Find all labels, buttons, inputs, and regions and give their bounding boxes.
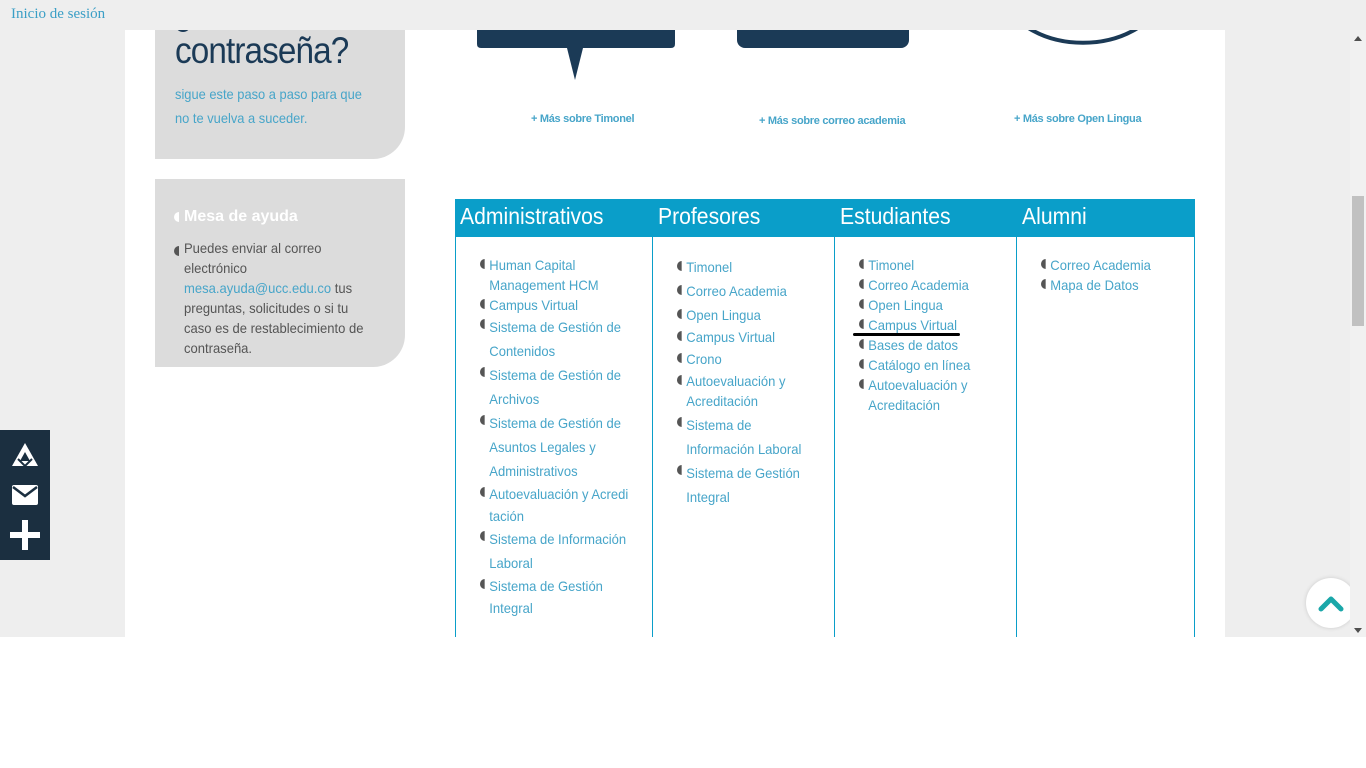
list-item[interactable]: Timonel xyxy=(859,255,999,275)
list-item[interactable]: Bases de datos xyxy=(859,335,999,355)
bullet-icon xyxy=(1041,259,1046,269)
vertical-scrollbar[interactable] xyxy=(1350,30,1366,637)
list-item[interactable]: Autoevaluación y Acredi tación xyxy=(480,483,638,527)
help-desk-title-text: Mesa de ayuda xyxy=(184,208,298,225)
scroll-to-top-button[interactable] xyxy=(1306,578,1350,628)
list-item[interactable]: Human Capital Management HCM xyxy=(480,255,638,295)
bullet-icon xyxy=(677,375,682,385)
help-desk-title xyxy=(174,208,298,226)
directory-header-row xyxy=(455,199,1195,237)
bullet-icon xyxy=(174,242,179,260)
help-desk-text xyxy=(184,238,375,358)
scroll-down-arrow-icon[interactable] xyxy=(1354,628,1362,633)
column-border xyxy=(834,199,835,637)
list-item[interactable]: Open Lingua xyxy=(859,295,999,315)
list-item[interactable]: Sistema de Información Laboral xyxy=(677,413,817,461)
column-border xyxy=(652,199,653,637)
header-profesores: Profesores xyxy=(658,203,761,229)
scroll-up-arrow-icon[interactable] xyxy=(1354,36,1362,41)
help-email-link[interactable]: mesa.ayuda@ucc.edu.co xyxy=(184,280,332,296)
list-item[interactable]: Sistema de Gestión Integral xyxy=(677,461,817,509)
bullet-icon xyxy=(677,331,682,341)
bullet-icon xyxy=(174,212,179,222)
more-openlingua-link[interactable]: + Más sobre Open Lingua xyxy=(1014,113,1142,125)
bullet-icon xyxy=(480,579,485,589)
bullet-icon xyxy=(859,379,864,389)
bullet-icon xyxy=(677,353,682,363)
bullet-icon xyxy=(859,339,864,349)
column-border xyxy=(455,199,456,637)
annotation-underline xyxy=(853,333,960,336)
timonel-logo-icon[interactable] xyxy=(475,30,677,84)
list-item[interactable]: Correo Academia xyxy=(859,275,999,295)
list-item[interactable]: Catálogo en línea xyxy=(859,355,999,375)
bullet-icon xyxy=(859,359,864,369)
list-item[interactable]: Sistema de Gestión de Archivos xyxy=(480,363,638,411)
mail-logo-icon[interactable] xyxy=(736,30,910,50)
list-item[interactable]: Timonel xyxy=(677,257,817,277)
chevron-up-icon xyxy=(1318,594,1344,612)
mail-icon[interactable] xyxy=(0,475,50,515)
column-border xyxy=(1194,199,1195,637)
more-timonel-link[interactable]: + Más sobre Timonel xyxy=(531,113,635,125)
bullet-icon xyxy=(677,285,682,295)
alumni-list xyxy=(1041,255,1191,295)
bullet-icon xyxy=(480,259,485,269)
list-item[interactable]: Autoevaluación y Acreditación xyxy=(677,371,817,411)
page-viewport xyxy=(0,30,1350,637)
bullet-icon xyxy=(480,299,485,309)
forgot-password-subtitle[interactable]: sigue este paso a paso para que no te vuelva a suceder. xyxy=(175,86,362,126)
bullet-icon xyxy=(677,261,682,271)
bullet-icon xyxy=(677,417,682,427)
forgot-password-card[interactable] xyxy=(155,30,405,159)
bullet-icon xyxy=(859,279,864,289)
forgot-password-headline: contraseña? xyxy=(175,30,349,71)
scrollbar-thumb[interactable] xyxy=(1352,196,1364,326)
directory-table xyxy=(455,199,1195,637)
bullet-icon xyxy=(677,465,682,475)
list-item[interactable]: Crono xyxy=(677,349,817,369)
bullet-icon xyxy=(859,299,864,309)
list-item[interactable]: Sistema de Gestión Integral xyxy=(480,575,638,619)
bullet-icon xyxy=(859,319,864,329)
browser-titlebar xyxy=(0,0,1366,30)
bullet-icon xyxy=(859,259,864,269)
list-item[interactable]: Mapa de Datos xyxy=(1041,275,1181,295)
plus-icon[interactable] xyxy=(0,515,50,555)
bullet-icon xyxy=(480,415,485,425)
list-item[interactable]: Sistema de Gestión de Contenidos xyxy=(480,315,638,363)
list-item[interactable]: Correo Academia xyxy=(1041,255,1181,275)
more-correo-link[interactable]: + Más sobre correo academia xyxy=(759,115,906,127)
list-item[interactable]: Campus Virtual xyxy=(480,295,638,315)
column-border xyxy=(1016,199,1017,637)
window-title: Inicio de sesión xyxy=(11,6,106,22)
university-icon[interactable] xyxy=(0,435,50,475)
bullet-icon xyxy=(480,367,485,377)
header-administrativos: Administrativos xyxy=(460,203,604,229)
open-lingua-logo-icon[interactable] xyxy=(1005,30,1165,58)
bullet-icon xyxy=(480,531,485,541)
header-alumni: Alumni xyxy=(1022,203,1087,229)
list-item[interactable]: Campus Virtual xyxy=(859,315,999,335)
list-item[interactable]: Campus Virtual xyxy=(677,327,817,347)
blank-area xyxy=(0,637,1366,768)
header-estudiantes: Estudiantes xyxy=(840,203,951,229)
help-text-before: Puedes enviar al correo electrónico xyxy=(184,240,322,276)
help-text-after: tus preguntas, solicitudes o si tu caso es de restablecimiento de contraseña. xyxy=(184,280,364,356)
quick-access-sidebar xyxy=(0,430,50,560)
profesores-list xyxy=(677,257,827,509)
bullet-icon xyxy=(677,309,682,319)
bullet-icon xyxy=(1041,279,1046,289)
help-desk-card xyxy=(155,179,405,367)
list-item[interactable]: Autoevaluación y Acreditación xyxy=(859,375,999,415)
page-content xyxy=(125,30,1225,637)
list-item[interactable]: Open Lingua xyxy=(677,305,817,325)
list-item[interactable]: Correo Academia xyxy=(677,281,817,301)
list-item[interactable]: Sistema de Información Laboral xyxy=(480,527,638,575)
list-item[interactable]: Sistema de Gestión de Asuntos Legales y Administrativos xyxy=(480,411,638,483)
bullet-icon xyxy=(480,487,485,497)
bullet-icon xyxy=(480,319,485,329)
administrativos-list xyxy=(480,255,650,619)
